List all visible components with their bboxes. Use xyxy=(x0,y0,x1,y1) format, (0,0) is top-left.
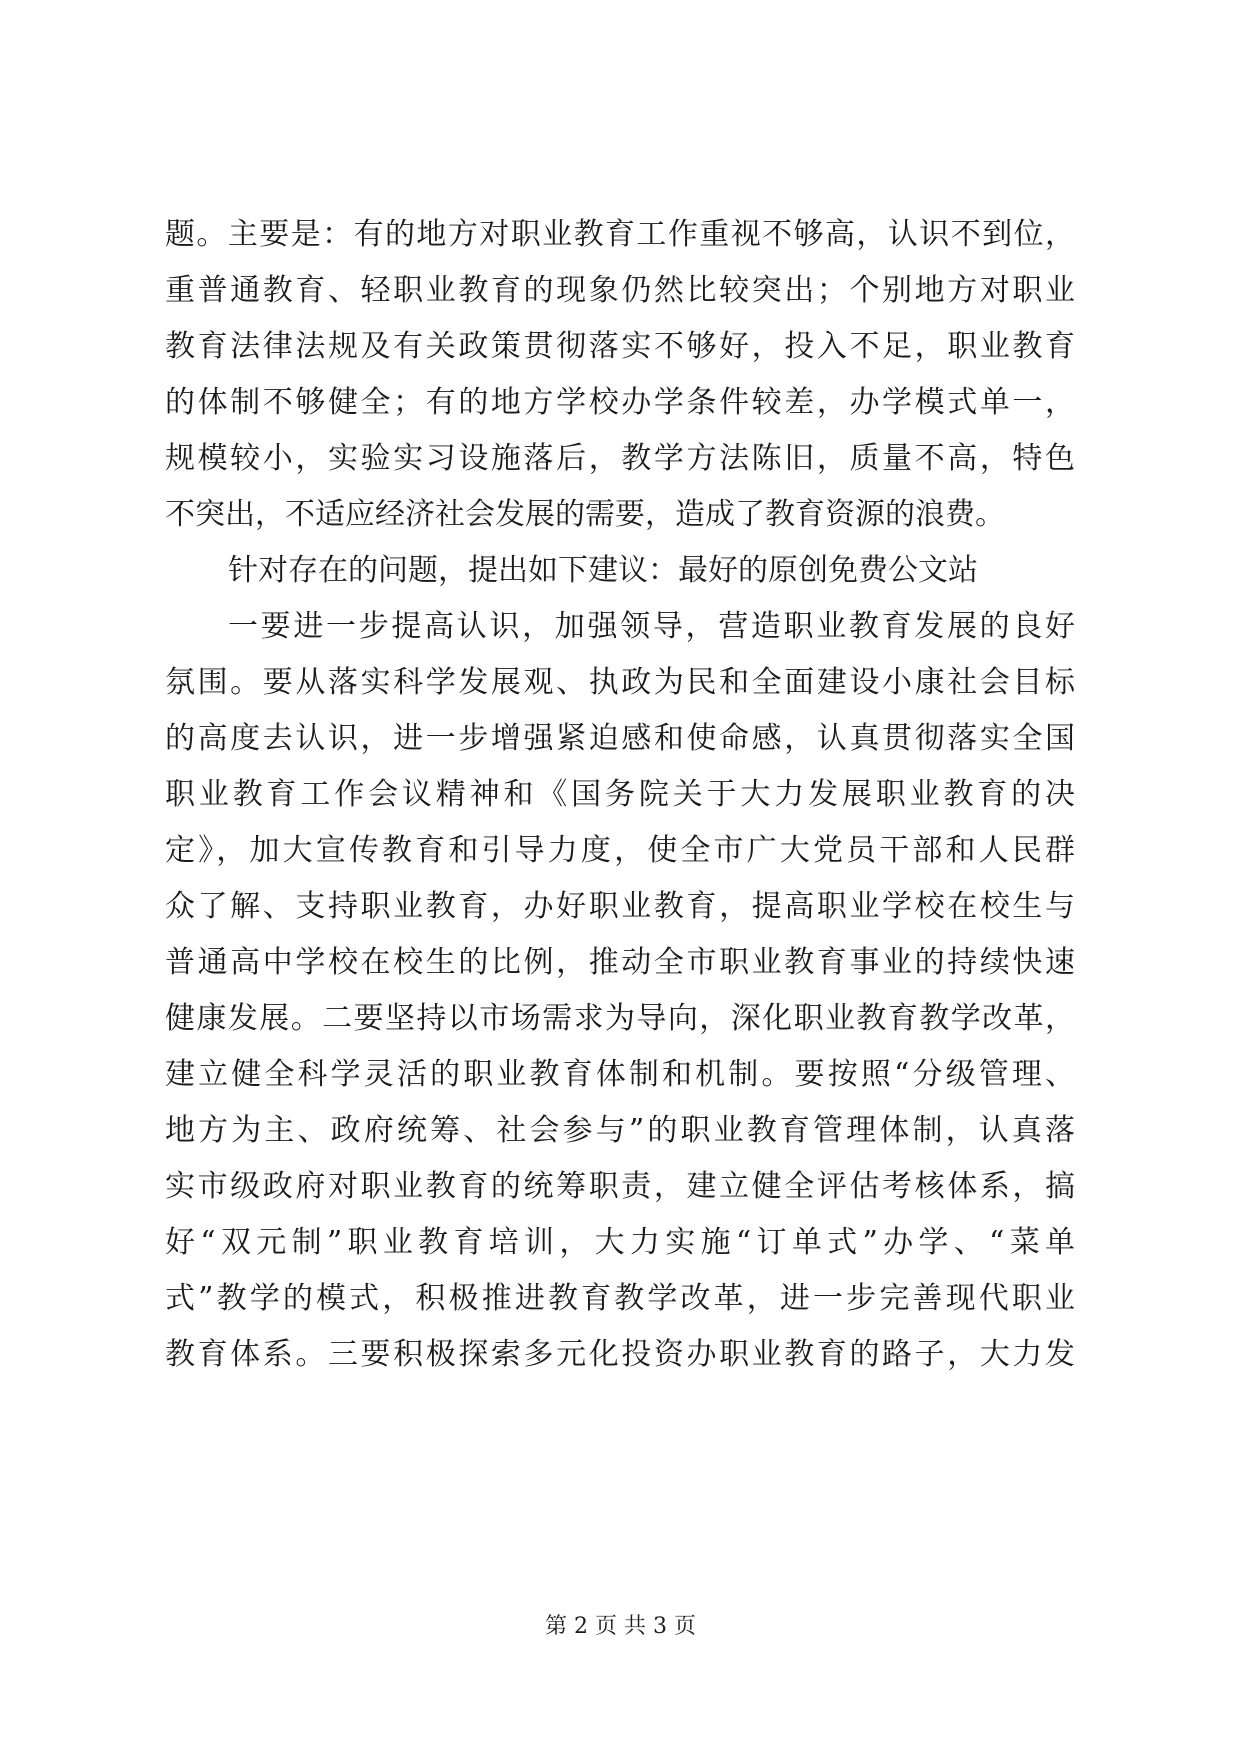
text-line: 规模较小，实验实习设施落后，教学方法陈旧，质量不高，特色 xyxy=(165,441,1075,476)
text-line: 职业教育工作会议精神和《国务院关于大力发展职业教育的决 xyxy=(165,777,1075,812)
text-line: 教育法律法规及有关政策贯彻落实不够好，投入不足，职业教育 xyxy=(165,329,1075,364)
text-line: 好“双元制”职业教育培训，大力实施“订单式”办学、“菜单 xyxy=(165,1225,1075,1260)
text-line: 众了解、支持职业教育，办好职业教育，提高职业学校在校生与 xyxy=(165,889,1075,924)
text-line: 实市级政府对职业教育的统筹职责，建立健全评估考核体系，搞 xyxy=(165,1169,1075,1204)
text-line: 题。主要是：有的地方对职业教育工作重视不够高，认识不到位， xyxy=(165,217,1075,252)
text-line: 健康发展。二要坚持以市场需求为导向，深化职业教育教学改革， xyxy=(165,1001,1075,1036)
body-text xyxy=(165,207,1075,1383)
text-line: 针对存在的问题，提出如下建议：最好的原创免费公文站 xyxy=(228,553,978,588)
text-line: 式”教学的模式，积极推进教育教学改革，进一步完善现代职业 xyxy=(165,1281,1075,1316)
page-footer: 第 2 页 共 3 页 xyxy=(545,1614,696,1639)
text-line: 的体制不够健全；有的地方学校办学条件较差，办学模式单一， xyxy=(165,385,1075,420)
text-line: 教育体系。三要积极探索多元化投资办职业教育的路子，大力发 xyxy=(165,1337,1075,1372)
text-line: 定》，加大宣传教育和引导力度，使全市广大党员干部和人民群 xyxy=(165,833,1075,868)
text-line: 氛围。要从落实科学发展观、执政为民和全面建设小康社会目标 xyxy=(165,665,1075,700)
text-line: 不突出，不适应经济社会发展的需要，造成了教育资源的浪费。 xyxy=(165,497,1005,532)
text-line: 重普通教育、轻职业教育的现象仍然比较突出；个别地方对职业 xyxy=(165,273,1075,308)
text-line: 建立健全科学灵活的职业教育体制和机制。要按照“分级管理、 xyxy=(165,1057,1075,1092)
text-line: 的高度去认识，进一步增强紧迫感和使命感，认真贯彻落实全国 xyxy=(165,721,1075,756)
text-line: 普通高中学校在校生的比例，推动全市职业教育事业的持续快速 xyxy=(165,945,1075,980)
text-line: 地方为主、政府统筹、社会参与”的职业教育管理体制，认真落 xyxy=(165,1113,1075,1148)
text-line: 一要进一步提高认识，加强领导，营造职业教育发展的良好 xyxy=(228,609,1075,644)
